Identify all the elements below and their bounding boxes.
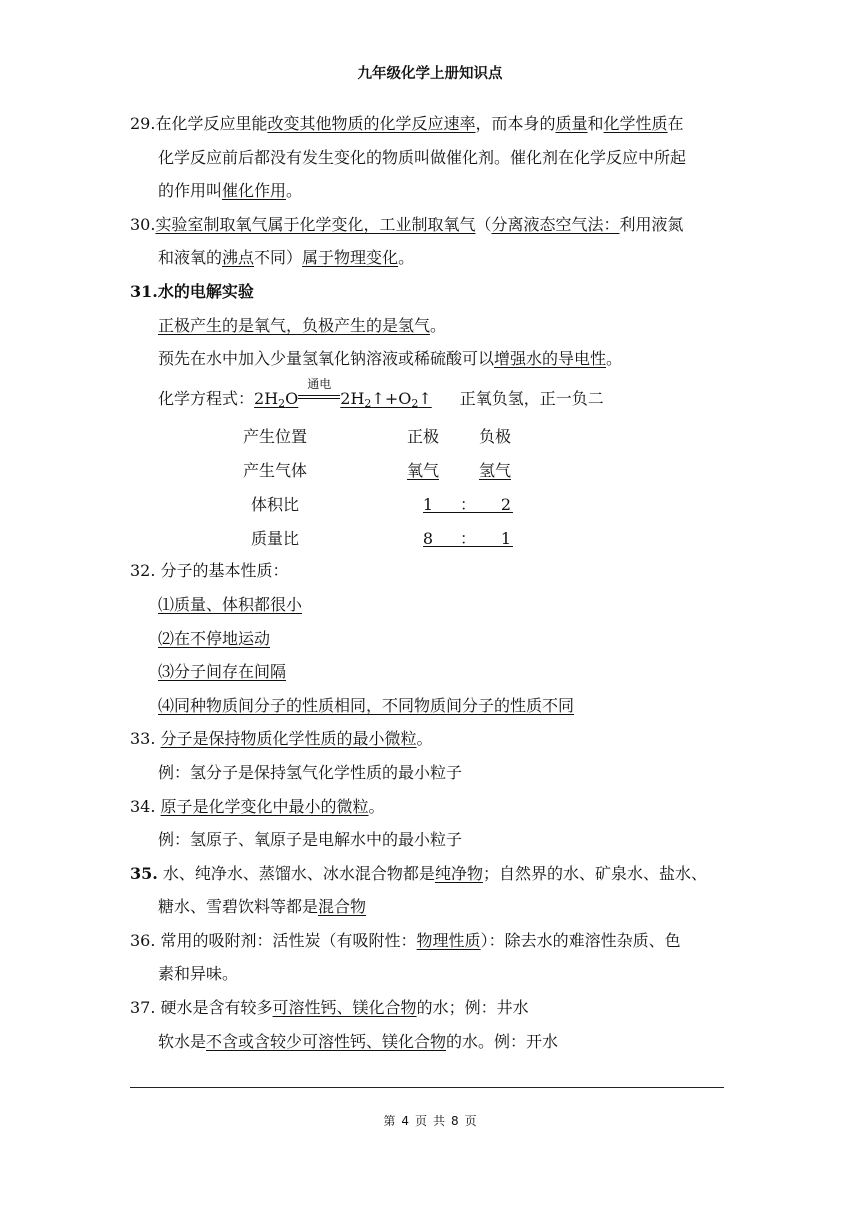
- underlined-term: 沸点: [222, 248, 255, 268]
- item-29-line-1: [130, 107, 738, 141]
- item-number: 30.: [130, 214, 156, 234]
- text: 和: [587, 114, 604, 133]
- item-33-line-1: [130, 722, 738, 756]
- underlined-term: 实验室制取氧气属于化学变化，工业制取氧气: [155, 214, 476, 234]
- molecule-property-3: [130, 655, 738, 689]
- underlined-term: 质量: [555, 114, 588, 133]
- item-31-conductivity-line: [130, 342, 738, 376]
- item-31-heading: 31.水的电解实验: [130, 281, 254, 301]
- equation-label: 化学方程式：: [158, 388, 255, 408]
- ratio-separator: ：: [459, 495, 476, 515]
- item-number: 36.: [130, 930, 161, 950]
- text: （: [475, 214, 492, 234]
- text: 和液氧的: [158, 248, 223, 268]
- underlined-term: 催化作用: [222, 181, 287, 201]
- chemical-equation: [254, 389, 298, 408]
- table-cell-positive: 正极: [406, 427, 439, 447]
- footer-text: 页: [414, 1114, 427, 1128]
- total-page-number: 8: [451, 1114, 459, 1128]
- molecule-property-2: [130, 622, 738, 656]
- item-33-example: 例：氢分子是保持氢气化学性质的最小粒子: [158, 762, 463, 782]
- table-cell-label: 质量比: [250, 529, 299, 549]
- eq-part: 2H: [254, 388, 279, 408]
- table-cell-label: 产生位置: [242, 427, 307, 447]
- text: 。: [606, 349, 623, 369]
- table-cell-negative: 负极: [478, 427, 511, 447]
- text: 。: [286, 181, 303, 201]
- table-cell-negative: 氢气: [478, 461, 511, 481]
- footer-text: 第: [383, 1114, 396, 1128]
- table-cell-label: 产生气体: [242, 461, 307, 481]
- item-number: 37.: [130, 998, 161, 1018]
- molecule-property-4: [130, 689, 738, 723]
- item-number: 35.: [130, 863, 158, 883]
- item-29-line-3: [130, 174, 738, 208]
- item-31-electrode-line: [130, 309, 738, 343]
- text: 水、纯净水、蒸馏水、冰水混合物都是: [157, 863, 435, 883]
- item-30-line-1: [130, 208, 738, 242]
- text: 的水。例：开水: [446, 1031, 559, 1051]
- item-35-line-1: [130, 857, 738, 891]
- chemical-equation-products: [340, 389, 431, 408]
- electrolysis-table: [130, 420, 738, 554]
- table-row: [130, 420, 730, 454]
- text: 糖水、雪碧饮料等都是: [158, 897, 319, 917]
- eq-part: O: [285, 388, 299, 408]
- table-row: [130, 454, 730, 488]
- page-footer: [0, 1112, 860, 1129]
- table-cell-negative: 2: [500, 495, 512, 515]
- eq-subscript: 2: [364, 396, 372, 410]
- chemical-equation-line: [130, 376, 738, 421]
- item-number: 33.: [130, 729, 161, 749]
- eq-part: ↑+O: [371, 388, 412, 408]
- underlined-term: ⑷同种物质间分子的性质相同，不同物质间分子的性质不同: [158, 695, 575, 715]
- footer-text: 共: [433, 1114, 446, 1128]
- underlined-term: 化学性质: [603, 114, 668, 133]
- text: ；自然界的水、矿泉水、盐水、: [482, 863, 707, 883]
- footer-text: 页: [464, 1114, 477, 1128]
- item-35-line-2: [130, 890, 738, 924]
- table-cell-label: 体积比: [250, 495, 299, 515]
- text: 。: [398, 248, 415, 268]
- text: ，而本身的: [475, 114, 556, 133]
- item-32-heading: 32. 分子的基本性质：: [130, 561, 289, 581]
- text: 常用的吸附剂：活性炭（有吸附性：: [160, 930, 417, 950]
- text: 。: [368, 796, 385, 816]
- text: 。: [416, 729, 433, 749]
- current-page-number: 4: [401, 1114, 409, 1128]
- eq-subscript: 2: [278, 396, 286, 410]
- condition-label: 通电: [307, 376, 332, 391]
- ratio-separator: ：: [459, 529, 476, 549]
- underlined-term: 分子是保持物质化学性质的最小微粒: [160, 729, 417, 749]
- mnemonic: 正氧负氢，正一负二: [459, 388, 604, 408]
- underlined-term: 增强水的导电性: [494, 349, 607, 369]
- table-cell-positive: 8: [422, 529, 434, 549]
- item-29-line-2: 化学反应前后都没有发生变化的物质叫做催化剂。催化剂在化学反应中所起: [158, 147, 687, 167]
- page-header-title: 九年级化学上册知识点: [357, 66, 503, 82]
- table-cell-negative: 1: [500, 529, 512, 549]
- text: 在: [667, 114, 684, 133]
- item-34-line-1: [130, 790, 738, 824]
- text: 的水；例：井水: [416, 998, 529, 1018]
- page-content: [130, 107, 738, 1058]
- table-cell-positive: 1: [422, 495, 434, 515]
- underlined-term: 物理性质: [416, 930, 481, 950]
- table-row: [130, 488, 730, 522]
- text: 利用液氮: [619, 214, 684, 234]
- underlined-term: 正极产生的是氧气，负极产生的是氢气: [158, 315, 431, 335]
- item-34-example: 例：氢原子、氧原子是电解水中的最小粒子: [158, 830, 463, 850]
- underlined-term: ⑴质量、体积都很小: [158, 594, 303, 614]
- molecule-property-1: [130, 588, 738, 622]
- item-37-line-1: [130, 991, 738, 1025]
- table-cell-positive: 氧气: [406, 461, 439, 481]
- item-36-line-1: [130, 924, 738, 958]
- footer-divider: [130, 1087, 724, 1088]
- underlined-term: 原子是化学变化中最小的微粒: [160, 796, 369, 816]
- underlined-term: 可溶性钙、镁化合物: [272, 998, 417, 1018]
- underlined-term: ⑶分子间存在间隔: [158, 662, 287, 682]
- text: ）：除去水的难溶性杂质、色: [480, 930, 681, 950]
- item-number: 34.: [130, 796, 161, 816]
- underlined-term: ⑵在不停地运动: [158, 628, 271, 648]
- eq-part: ↑: [418, 388, 432, 408]
- underlined-term: 分离液态空气法：: [491, 214, 620, 234]
- underlined-term: 改变其他物质的化学反应速率: [267, 114, 476, 133]
- item-37-line-2: [130, 1025, 738, 1059]
- item-30-line-2: [130, 241, 738, 275]
- text: 的作用叫: [158, 181, 223, 201]
- text: 不同）: [254, 248, 303, 268]
- text: 。: [430, 315, 447, 335]
- underlined-term: 纯净物: [434, 863, 483, 883]
- underlined-term: 混合物: [318, 897, 367, 917]
- table-row: [130, 522, 730, 556]
- underlined-term: 不含或含较少可溶性钙、镁化合物: [206, 1031, 447, 1051]
- underlined-term: 属于物理变化: [302, 248, 399, 268]
- text: 在化学反应里能: [155, 114, 268, 133]
- eq-subscript: 2: [411, 396, 419, 410]
- text: 预先在水中加入少量氢氧化钠溶液或稀硫酸可以: [158, 349, 495, 369]
- reaction-condition: [298, 376, 340, 406]
- item-number: 29.: [130, 114, 156, 133]
- item-36-line-2: 素和异味。: [158, 964, 239, 984]
- eq-part: 2H: [340, 388, 365, 408]
- text: 软水是: [158, 1031, 207, 1051]
- text: 硬水是含有较多: [160, 998, 273, 1018]
